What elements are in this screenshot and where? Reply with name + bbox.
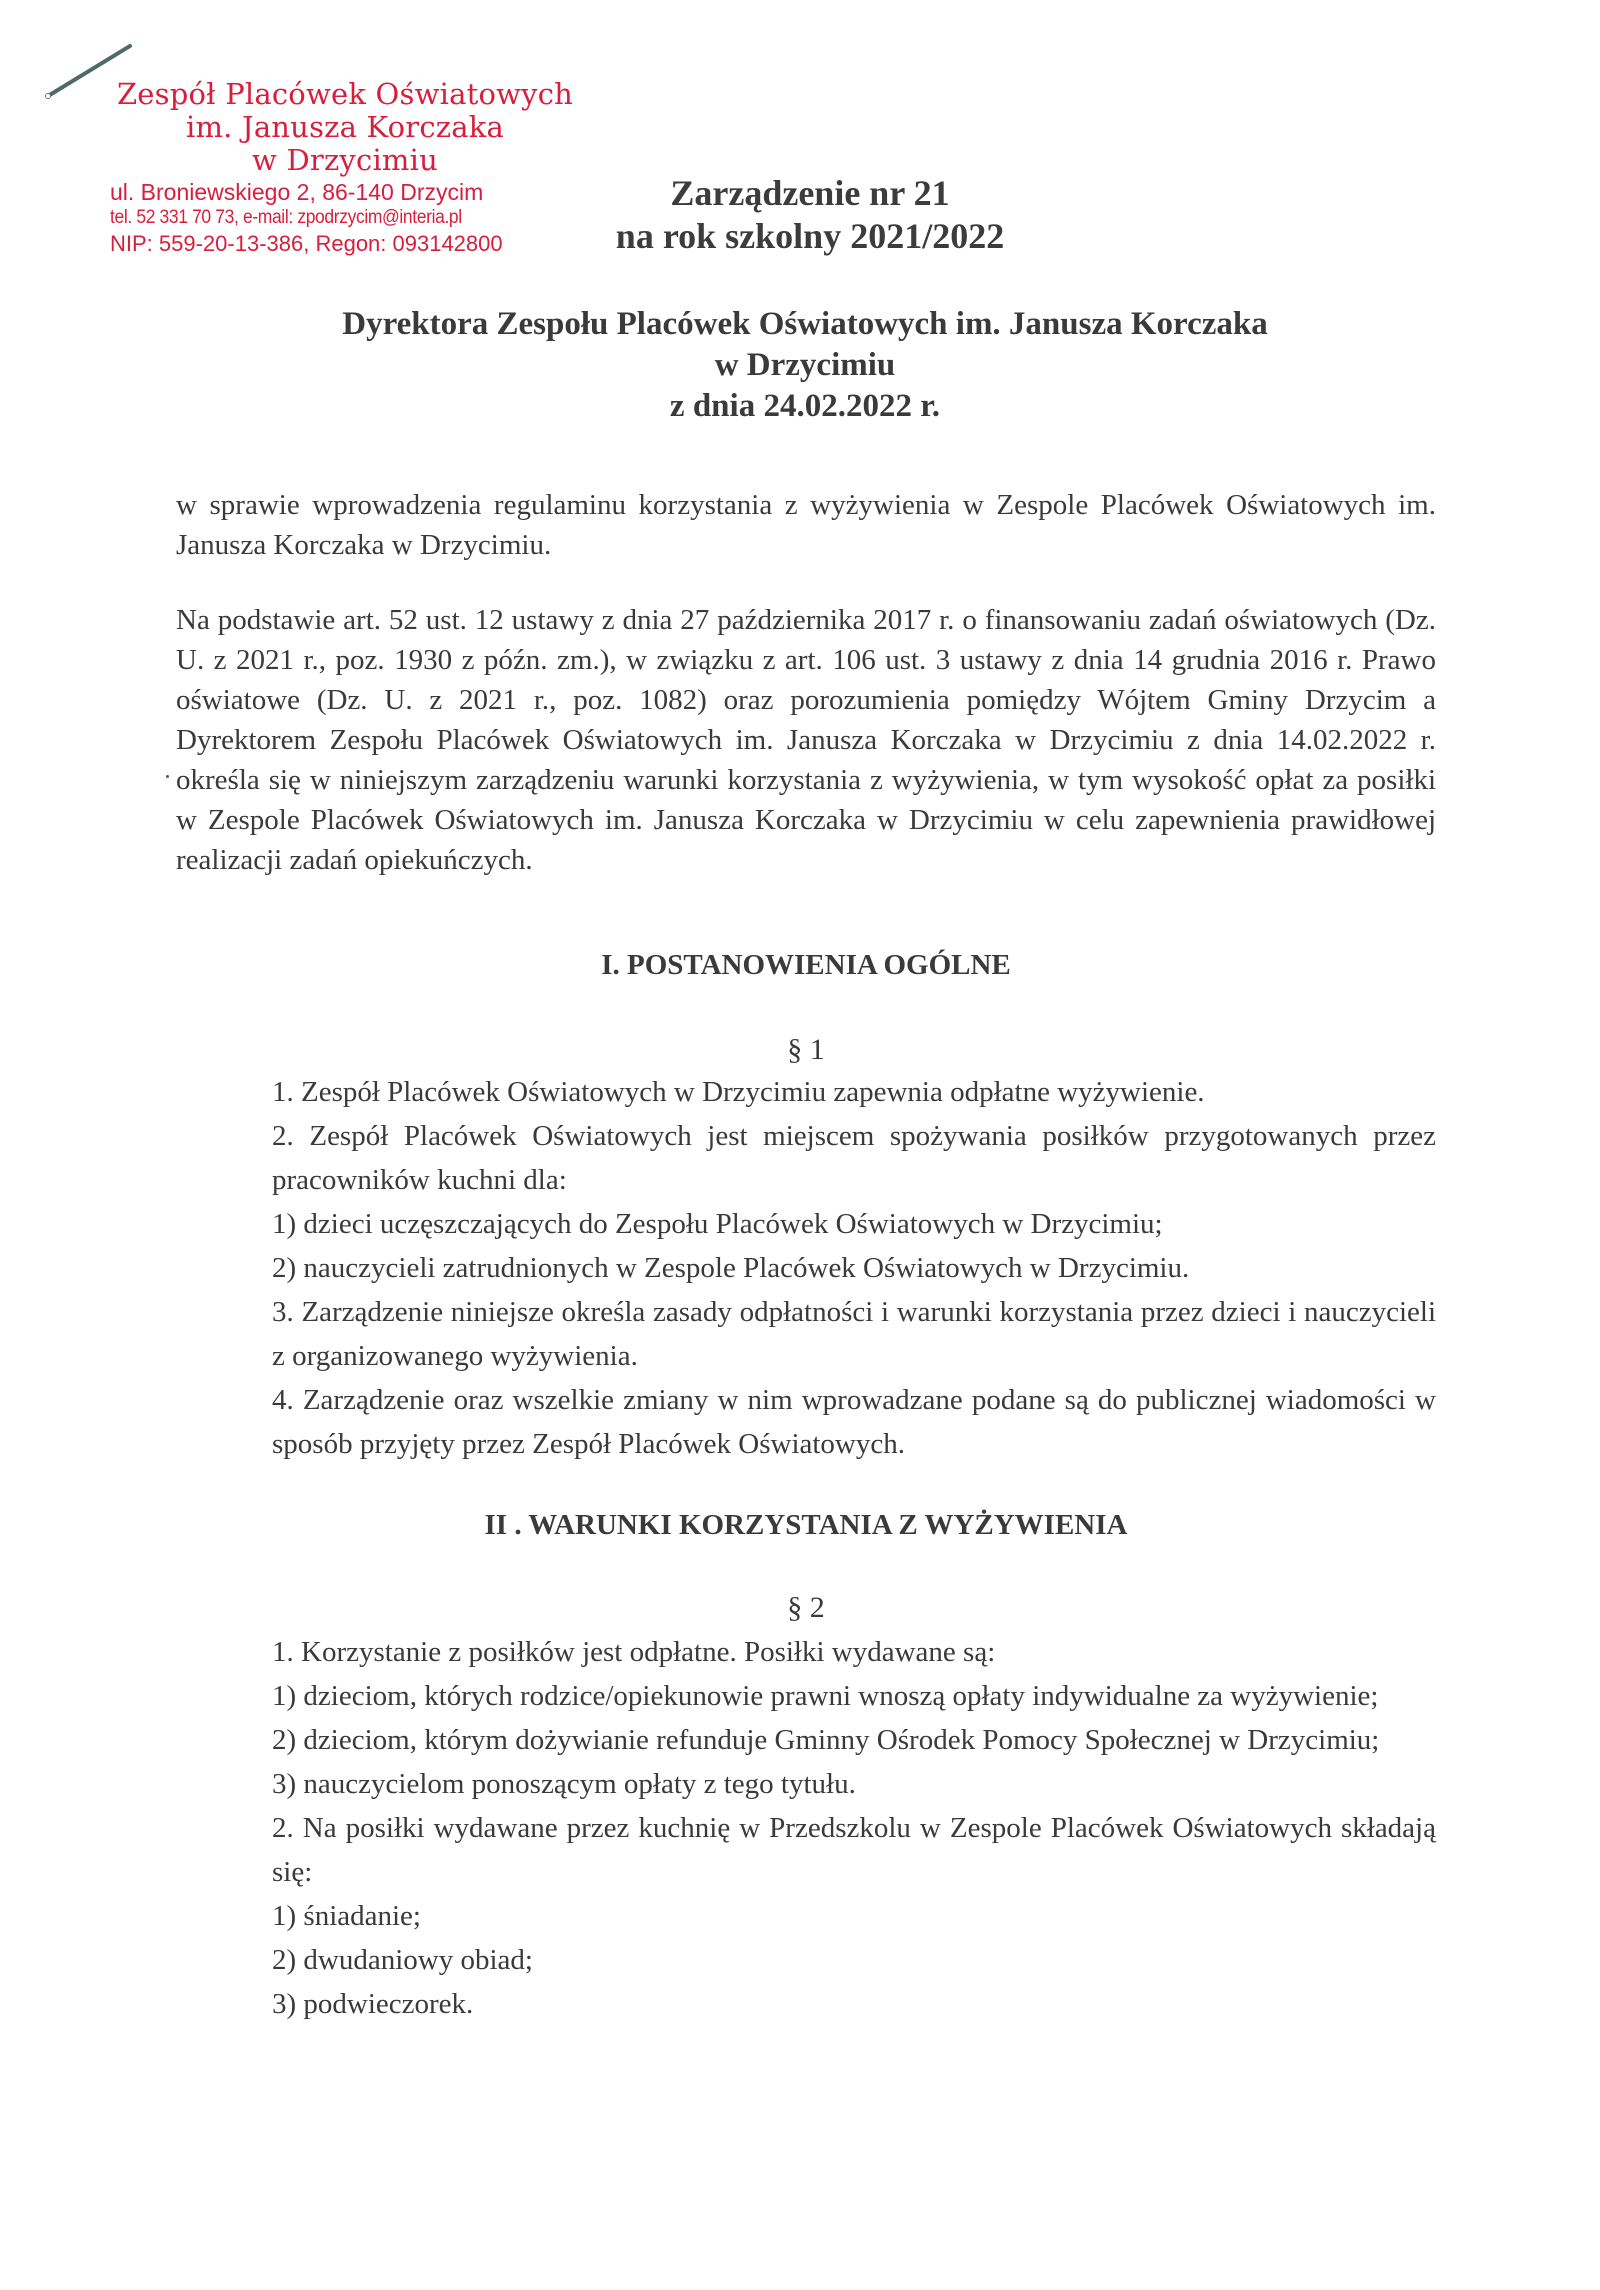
document-title (590, 172, 1030, 258)
list-item: 2) dzieciom, którym dożywianie refunduje Gminny Ośrodek Pomocy Społecznej w Drzycimiu; (272, 1724, 1380, 1756)
paragraph-sign-2: § 2 (787, 1591, 825, 1624)
stamp-address: ul. Broniewskiego 2, 86-140 Drzycim (110, 179, 484, 205)
list-item: 1) śniadanie; (272, 1900, 421, 1932)
list-item: 3) nauczycielom ponoszącym opłaty z tego tytułu. (272, 1768, 856, 1800)
title-number: Zarządzenie nr 21 (670, 173, 950, 213)
section-2-items (272, 1630, 1436, 2026)
list-item: 1. Korzystanie z posiłków jest odpłatne. Posiłki wydawane są: (272, 1636, 996, 1668)
list-item: 1) dzieci uczęszczających do Zespołu Placówek Oświatowych w Drzycimiu; (272, 1208, 1163, 1240)
list-item: 2. Zespół Placówek Oświatowych jest miejscem spożywania posiłków przygotowanych przez pracowników kuchni dla: (272, 1120, 1436, 1196)
stamp-line-1: Zespół Placówek Oświatowych (116, 77, 574, 111)
list-item: 1) dzieciom, których rodzice/opiekunowie prawni wnoszą opłaty indywidualne za wyżywienie; (272, 1680, 1379, 1712)
section-heading-2: II . WARUNKI KORZYSTANIA Z WYŻYWIENIA (484, 1509, 1128, 1541)
list-item: 2. Na posiłki wydawane przez kuchnię w Przedszkolu w Zespole Placówek Oświatowych składają się: (272, 1812, 1436, 1888)
stamp-ids: NIP: 559-20-13-386, Regon: 093142800 (110, 231, 503, 256)
stamp-contact: tel. 52 331 70 73, e-mail: zpodrzycim@interia.pl (110, 207, 462, 228)
subject-paragraph (176, 485, 1436, 565)
institution-stamp (110, 78, 580, 257)
legal-basis-paragraph (176, 600, 1436, 880)
issuer-block (180, 304, 1430, 427)
list-item: 3. Zarządzenie niniejsze określa zasady odpłatności i warunki korzystania przez dzieci i nauczycieli z organizowanego wyżywienia. (272, 1296, 1436, 1372)
section-1-items (272, 1070, 1436, 1466)
issuer-line-2: w Drzycimiu (714, 347, 896, 383)
stamp-line-2: im. Janusza Korczaka (185, 110, 505, 144)
list-item: 1. Zespół Placówek Oświatowych w Drzycimiu zapewnia odpłatne wyżywienie. (272, 1076, 1205, 1108)
title-school-year: na rok szkolny 2021/2022 (615, 216, 1005, 256)
section-heading-1: I. POSTANOWIENIA OGÓLNE (601, 949, 1011, 981)
stamp-line-3: w Drzycimiu (252, 143, 438, 177)
list-item: 2) nauczycieli zatrudnionych w Zespole Placówek Oświatowych w Drzycimiu. (272, 1252, 1190, 1284)
paragraph-sign-1: § 1 (787, 1033, 825, 1066)
subject-text: w sprawie wprowadzenia regulaminu korzystania z wyżywienia w Zespole Placówek Oświatowych im. Janusza Korczaka w Drzycimiu. (176, 489, 1436, 561)
scan-speck (166, 775, 169, 778)
issuer-line-1: Dyrektora Zespołu Placówek Oświatowych im. Janusza Korczaka (342, 306, 1268, 342)
list-item: 4. Zarządzenie oraz wszelkie zmiany w nim wprowadzane podane są do publicznej wiadomości w sposób przyjęty przez Zespół Placówek Oświatowych. (272, 1384, 1436, 1460)
legal-basis-text: Na podstawie art. 52 ust. 12 ustawy z dnia 27 października 2017 r. o finansowaniu zadań oświatowych (Dz. U. z 2021 r., poz. 1930 z późn. zm.), w związku z art. 106 ust. 3 ustawy z dnia 14 grudnia 2016 r. Prawo oświatowe (Dz. U. z 2021 r., poz. 1082) oraz porozumienia pomiędzy Wójtem Gminy Drzycim a Dyrektorem Zespołu Placówek Oświatowych im. Janusza Korczaka w Drzycimiu z dnia 14.02.2022 r. określa się w niniejszym zarządzeniu warunki korzystania z wyżywienia, w tym wysokość opłat za posiłki w Zespole Placówek Oświatowych im. Janusza Korczaka w Drzycimiu w celu zapewnienia prawidłowej realizacji zadań opiekuńczych. (176, 604, 1436, 876)
issue-date: z dnia 24.02.2022 r. (669, 388, 941, 424)
list-item: 2) dwudaniowy obiad; (272, 1944, 533, 1976)
list-item: 3) podwieczorek. (272, 1988, 474, 2020)
